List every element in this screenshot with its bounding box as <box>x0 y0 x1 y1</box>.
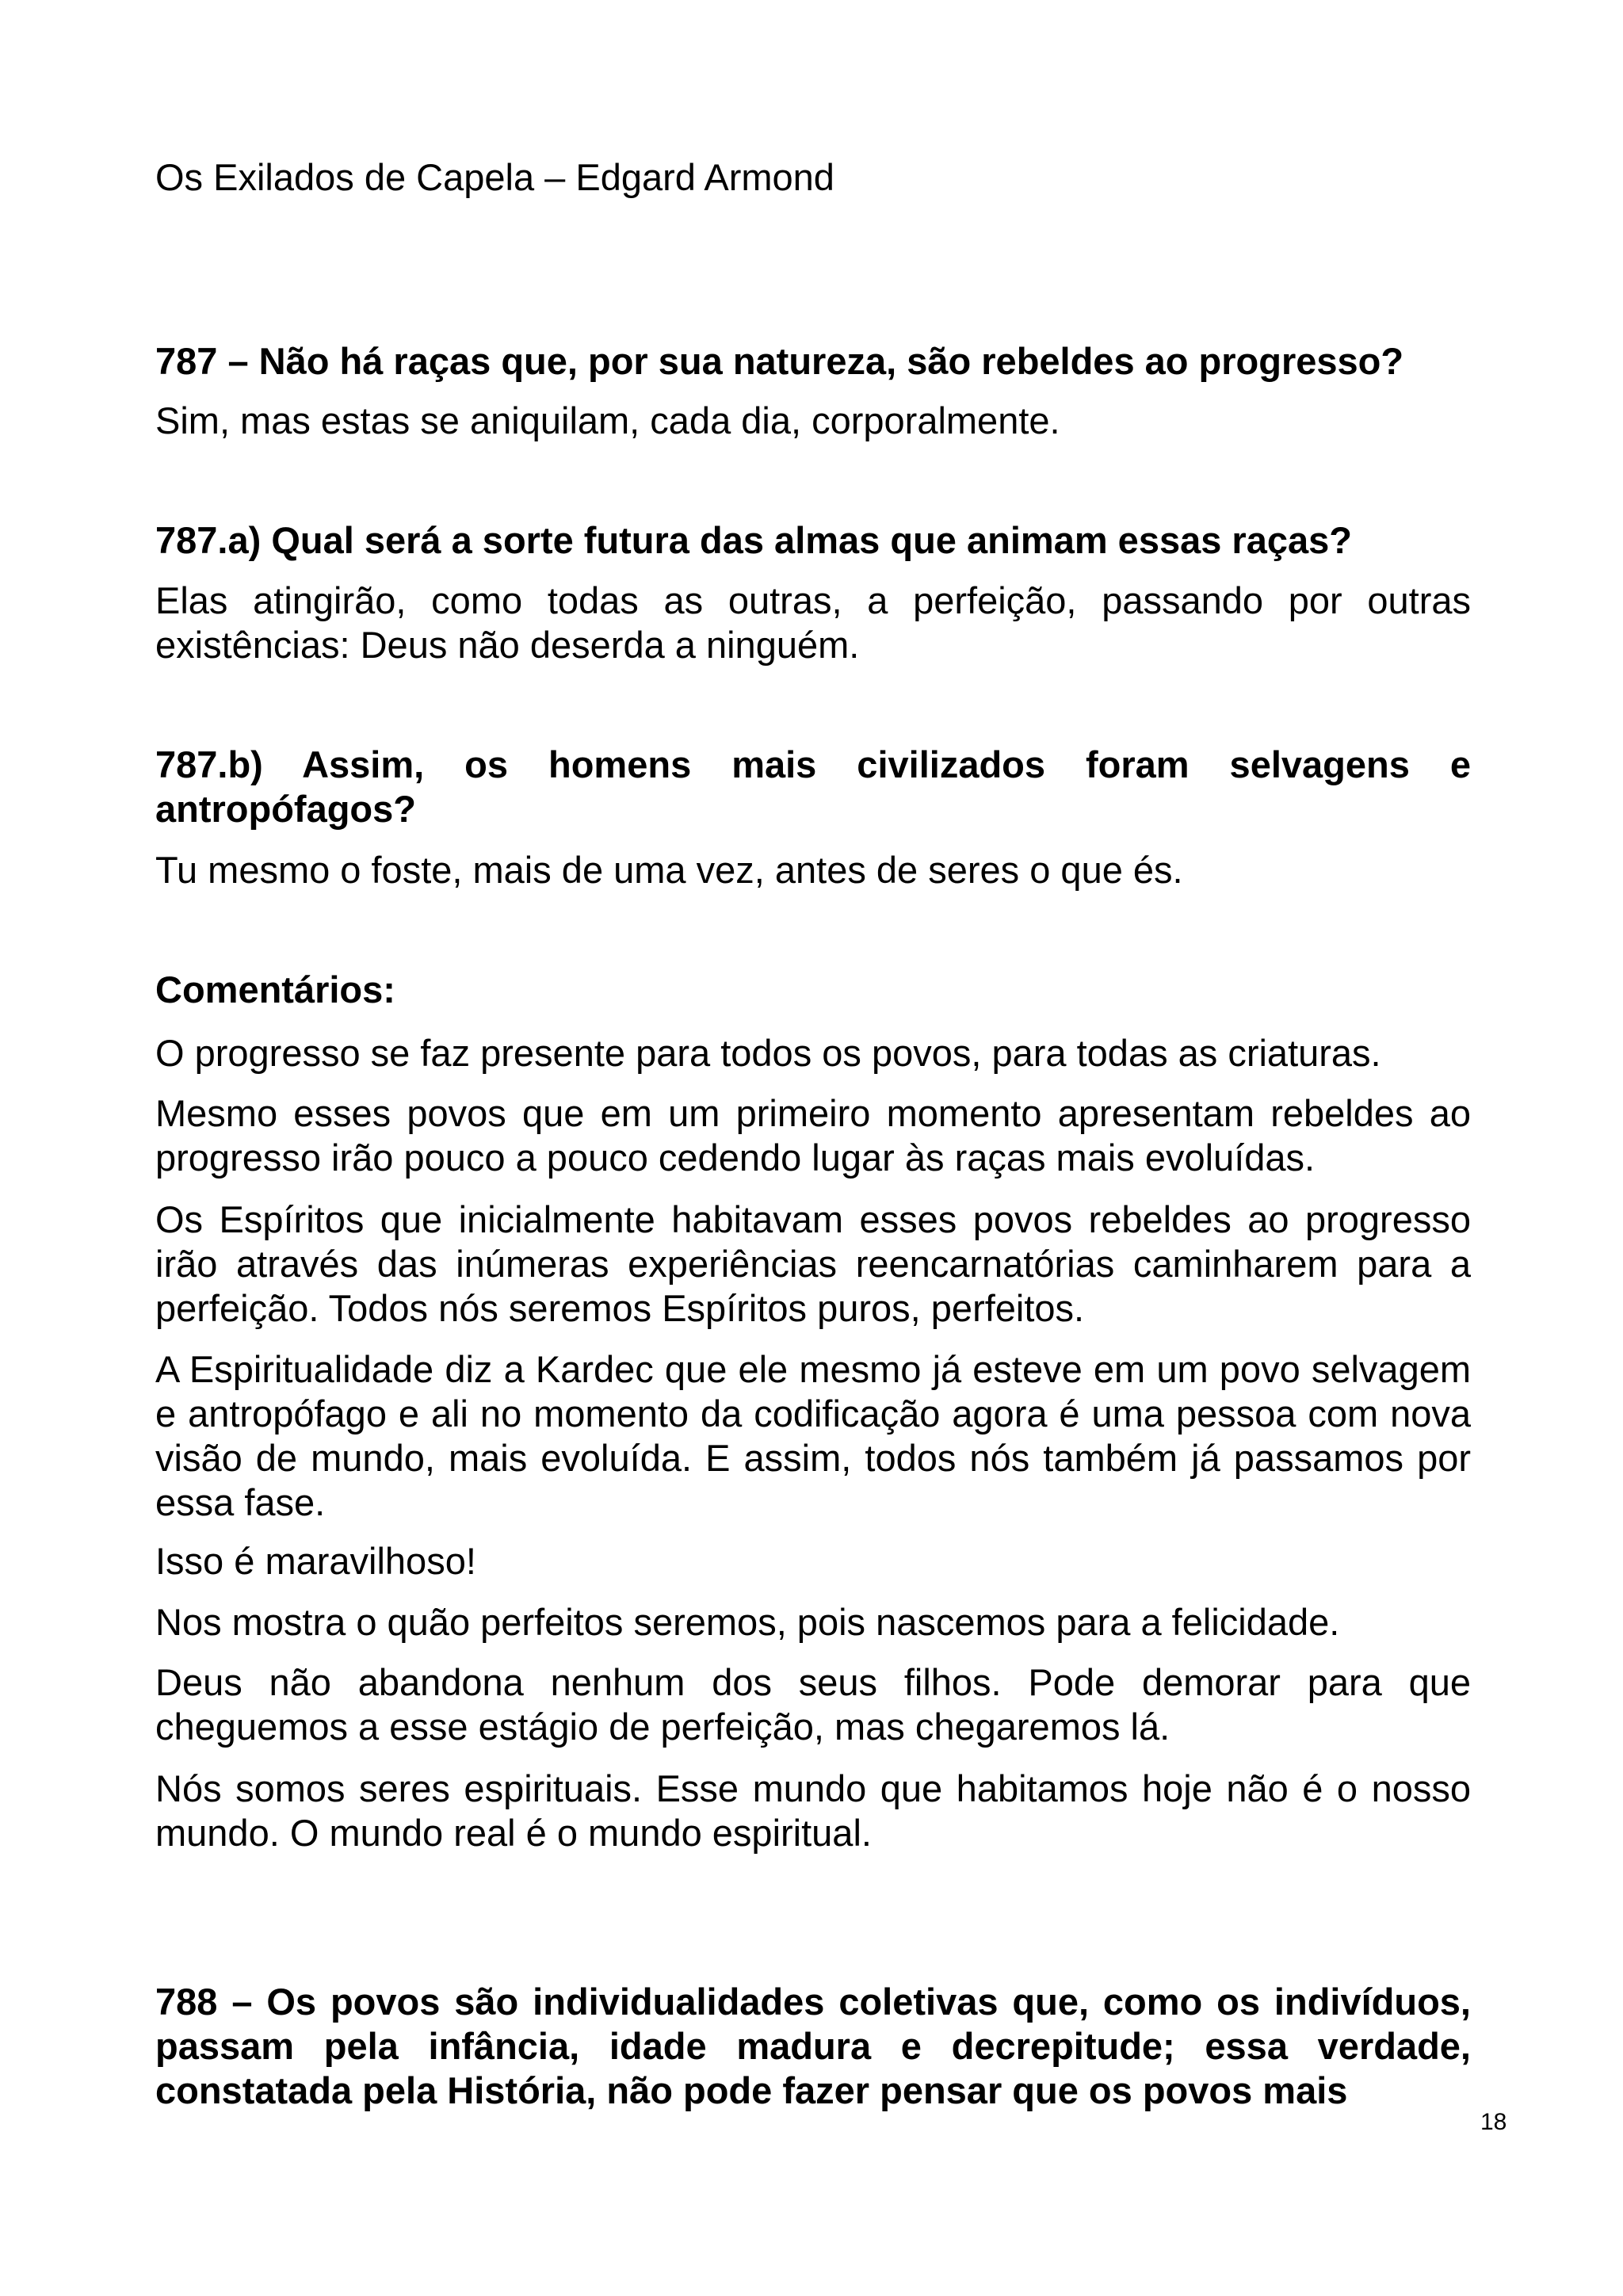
comment-paragraph: Deus não abandona nenhum dos seus filhos. Pode demorar para que cheguemos a esse estágio de perfeição, mas chegaremos lá. <box>155 1661 1471 1748</box>
comment-paragraph: Nós somos seres espirituais. Esse mundo que habitamos hoje não é o nosso mundo. O mundo real é o mundo espiritual. <box>155 1767 1471 1854</box>
comment-paragraph: A Espiritualidade diz a Kardec que ele mesmo já esteve em um povo selvagem e antropófago e ali no momento da codificação agora é uma pessoa com nova visão de mundo, mais evoluída. E assim, todos nós também já passamos por essa fase. <box>155 1348 1471 1523</box>
comment-paragraph: Mesmo esses povos que em um primeiro momento apresentam rebeldes ao progresso irão pouco a pouco cedendo lugar às raças mais evoluídas. <box>155 1092 1471 1179</box>
comments-heading: Comentários: <box>155 968 395 1010</box>
comment-paragraph: Nos mostra o quão perfeitos seremos, pois nascemos para a felicidade. <box>155 1601 1340 1643</box>
comment-paragraph: Isso é maravilhoso! <box>155 1540 476 1582</box>
page-number: 18 <box>1480 2109 1507 2135</box>
running-header: Os Exilados de Capela – Edgard Armond <box>155 156 834 198</box>
question-787b: 787.b) Assim, os homens mais civilizados foram selvagens e antropófagos? <box>155 743 1471 830</box>
answer-787b: Tu mesmo o foste, mais de uma vez, antes de seres o que és. <box>155 849 1183 891</box>
question-787a: 787.a) Qual será a sorte futura das almas que animam essas raças? <box>155 519 1352 561</box>
answer-787a: Elas atingirão, como todas as outras, a perfeição, passando por outras existências: Deus não deserda a ninguém. <box>155 579 1471 666</box>
question-788: 788 – Os povos são individualidades coletivas que, como os indivíduos, passam pela infância, idade madura e decrepitude; essa verdade, constatada pela História, não pode fazer pensar que os povos mais <box>155 1981 1471 2111</box>
answer-787: Sim, mas estas se aniquilam, cada dia, corporalmente. <box>155 399 1060 441</box>
question-787: 787 – Não há raças que, por sua natureza, são rebeldes ao progresso? <box>155 340 1404 382</box>
comment-paragraph: Os Espíritos que inicialmente habitavam esses povos rebeldes ao progresso irão através das inúmeras experiências reencarnatórias caminharem para a perfeição. Todos nós seremos Espíritos puros, perfeitos. <box>155 1198 1471 1329</box>
comment-paragraph: O progresso se faz presente para todos os povos, para todas as criaturas. <box>155 1032 1381 1074</box>
